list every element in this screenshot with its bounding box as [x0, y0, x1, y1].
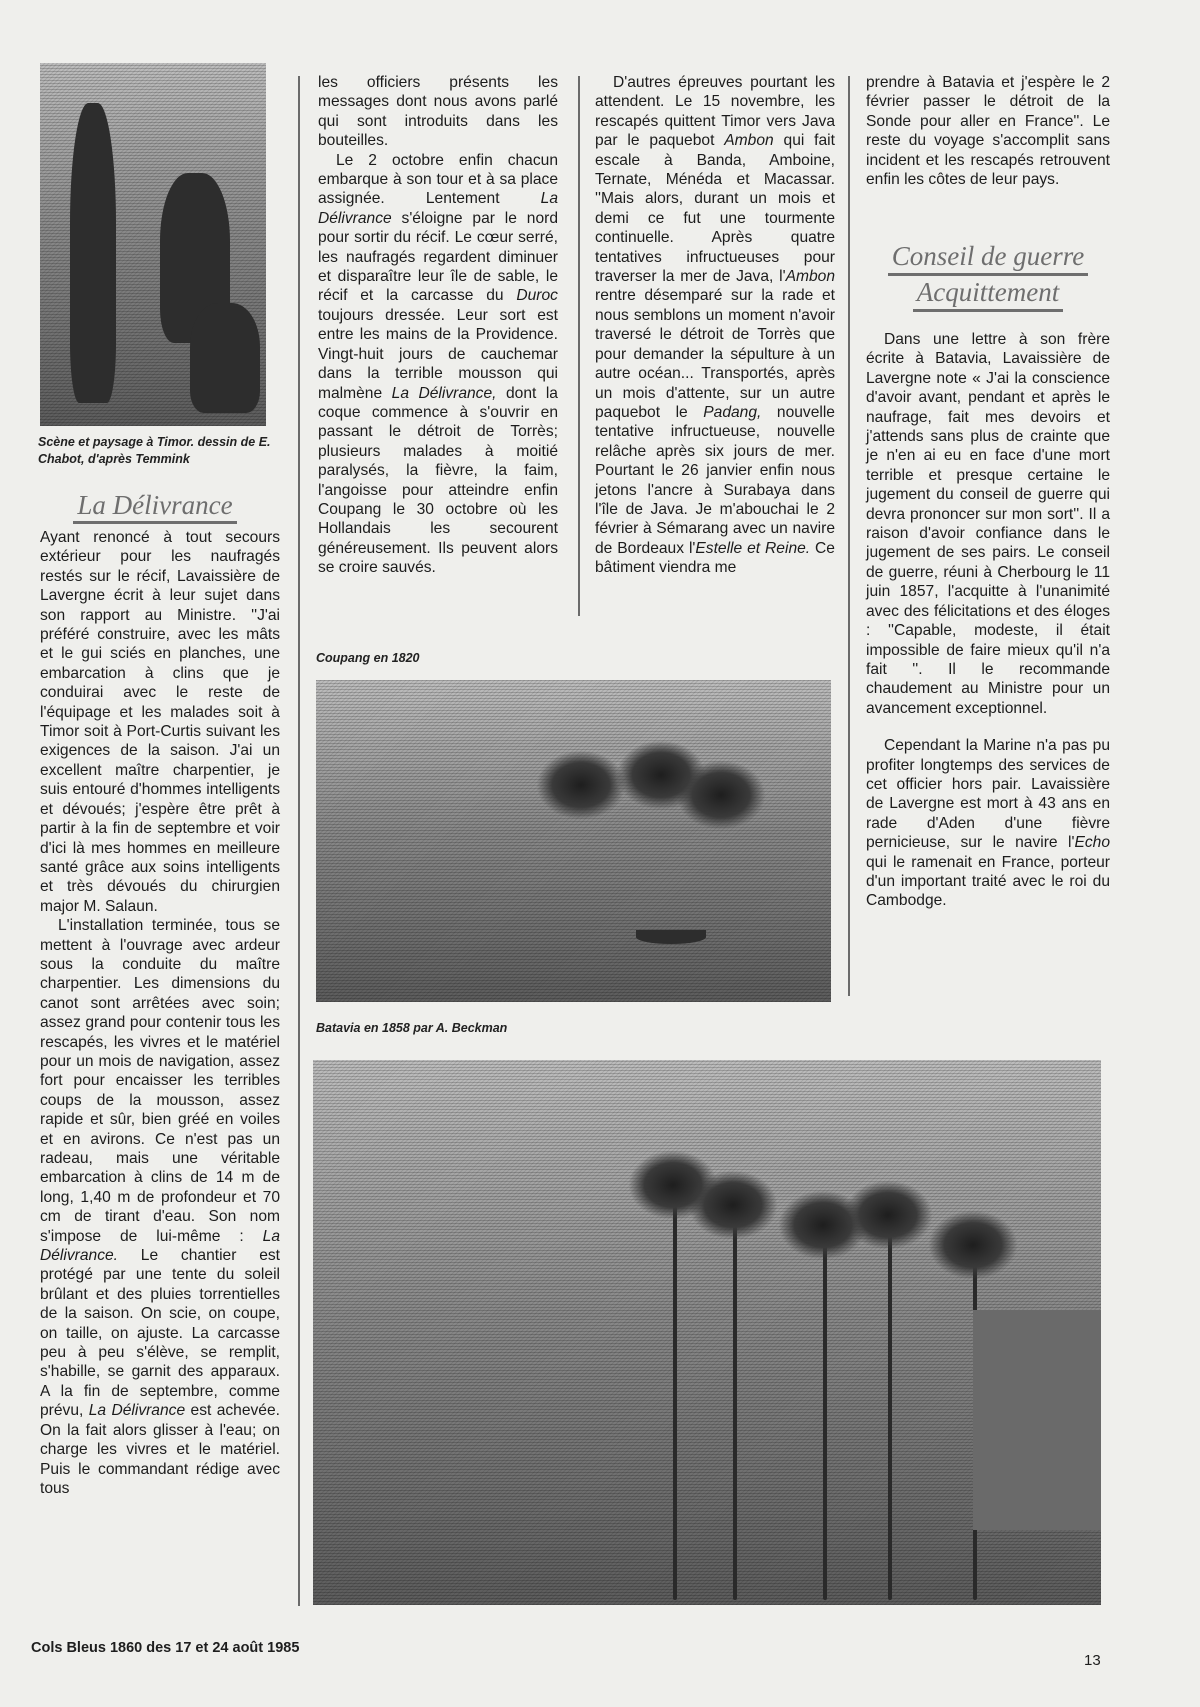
- text-run: Ce bâtiment viendra me: [595, 539, 835, 577]
- text-run: toujours dressée. Leur sort est entre les mains de la Providence. Vingt-huit jours de cauchemar dans la terrible mousson qui malmène: [318, 306, 558, 402]
- delivrance-heading: [40, 490, 270, 524]
- text-run: est achevée. On la fait alors glisser à l'eau; on charge les vivres et le matériel. Puis le commandant rédige avec tous: [40, 1402, 280, 1497]
- publication-footer: Cols Bleus 1860 des 17 et 24 août 1985: [31, 1640, 300, 1656]
- text-run: Le 2 octobre enfin chacun embarque à son tour et à sa place assignée. Lentement: [318, 151, 558, 208]
- article-column-1: [40, 528, 280, 1498]
- batavia-illustration: [313, 1060, 1101, 1605]
- ship-name: Ambon: [785, 268, 835, 286]
- standing-figure: [70, 103, 116, 403]
- text-run: qui fait escale à Banda, Amboine, Ternate, Ménéda et Macassar. ''Mais alors, durant un mois et demi ce fut une tourmente continuelle. Après quatre tentatives infructueuses pour traverser la mer de Java, l': [595, 132, 835, 286]
- palm-crown: [676, 760, 766, 830]
- text-run: dont la coque commence à s'ouvrir en passant le détroit de Torrès; plusieurs malades à moitié paralysés, la fièvre, la faim, l'angoisse pour atteindre enfin Coupang le 30 octobre où les Hollandais les secourent généreusement. Ils peuvent alors se croire sauvés.: [318, 384, 558, 577]
- text-run: Le chantier est protégé par une tente du soleil brûlant et des pluies torrentielles de la saison. On scie, on coupe, on taille, on ajuste. La carcasse peu à peu s'élève, se remplit, s'habille, se garnit des apparaux. A la fin de septembre, comme prévu,: [40, 1247, 280, 1420]
- article-column-3: [595, 73, 835, 578]
- coupang-illustration: [316, 680, 831, 1002]
- delivrance-heading-text: La Délivrance: [73, 490, 236, 524]
- text-run: nouvelle tentative infructueuse, nouvelle relâche après six jours de mer. Pourtant le 26 janvier enfin nous jetons l'ancre à Surabaya dans l'île de Java. Je m'abouchai le 2 février à Sémarang avec un navire de Bordeaux l': [595, 403, 835, 557]
- conseil-heading-line2: Acquittement: [913, 276, 1063, 312]
- paragraph: [318, 151, 558, 578]
- paragraph: les officiers présents les messages dont nous avons parlé qui sont introduits dans les bouteilles.: [318, 74, 558, 150]
- text-run: qui le ramenait en France, porteur d'un important traité avec le roi du Cambodge.: [866, 853, 1110, 910]
- ship-name: La Délivrance.: [40, 1227, 280, 1265]
- paragraph: [866, 736, 1110, 911]
- text-run: L'installation terminée, tous se mettent à l'ouvrage avec ardeur sous la conduite du maître charpentier. Les dimensions du canot sont arrêtées avec soin; assez grand pour contenir tous les rescapés, les vivres et le matériel pour un mois de navigation, assez fort pour encaisser les terribles coups de la mousson, assez rapide et sûr, bien gréé en voiles et en avirons. Ce n'est pas un radeau, mais une véritable embarcation à clins de 14 m de long, 1,40 m de profondeur et 70 cm de tirant d'eau. Son nom s'impose de lui-même :: [40, 917, 280, 1245]
- palm-crown: [536, 750, 626, 820]
- text-run: D'autres épreuves pourtant les attendent. Le 15 novembre, les rescapés quittent Timor vers Java par le paquebot: [595, 74, 835, 150]
- boat: [636, 930, 706, 944]
- text-run: Cependant la Marine n'a pas pu profiter longtemps des services de cet officier hors pair. Lavaissière de Lavergne est mort à 43 ans en rade d'Aden d'une fièvre pernicieuse, sur le navire l': [866, 737, 1110, 852]
- ship-name: Ambon: [724, 132, 774, 150]
- conseil-heading-line1: Conseil de guerre: [888, 240, 1088, 276]
- conseil-heading: [866, 240, 1110, 312]
- timor-caption: Scène et paysage à Timor. dessin de E. Chabot, d'après Temmink: [38, 435, 271, 466]
- building: [973, 1310, 1101, 1530]
- coupang-caption: Coupang en 1820: [316, 651, 420, 665]
- paragraph: [40, 916, 280, 1498]
- text-run: rentre désemparé sur la rade et nous semblons un moment n'avoir traversé le détroit de Torrès que pour demander la sépulture à un autre océan... Transportés, après un mois d'attente, sur un autre paquebot le: [595, 287, 835, 421]
- column-rule: [578, 76, 580, 616]
- ship-name: Echo: [1074, 834, 1110, 852]
- palm-crown: [928, 1210, 1018, 1280]
- ship-name: La Délivrance: [88, 1402, 186, 1420]
- palm-crown: [688, 1170, 778, 1240]
- text-run: s'éloigne par le nord pour sortir du récif. Le cœur serré, les naufragés regardent diminuer et disparaître leur île de sable, le récif et la carcasse du: [318, 209, 558, 305]
- ship-name: Padang,: [703, 403, 762, 421]
- palm-crown: [843, 1180, 933, 1250]
- timor-illustration: [40, 63, 266, 426]
- batavia-caption: Batavia en 1858 par A. Beckman: [316, 1021, 508, 1035]
- ship-name: Duroc: [516, 287, 558, 305]
- paragraph: prendre à Batavia et j'espère le 2 février passer le détroit de la Sonde pour aller en France''. Le reste du voyage s'accomplit sans incident et les rescapés retrouvent enfin les côtes de leur pays.: [866, 74, 1110, 189]
- palm-trunk: [673, 1180, 677, 1600]
- paragraph: Ayant renoncé à tout secours extérieur pour les naufragés restés sur le récif, Lavaissière de Lavergne écrit à leur sujet dans son rapport au Ministre. ''J'ai préféré construire, avec les mâts et le gui sciés en planches, une embarcation à clins que je conduirai avec le reste de l'équipage et les malades soit à Timor soit à Port-Curtis suivant les exigences de la saison. J'ai un excellent maître charpentier, je suis entouré d'hommes intelligents et dévoués; j'espère être prêt à partir à la fin de septembre et voir d'ici là mes hommes en meilleure santé grâce aux soins intelligents et très dévoués du chirurgien major M. Salaun.: [40, 529, 280, 915]
- paragraph: Dans une lettre à son frère écrite à Batavia, Lavaissière de Lavergne note « J'ai la conscience d'avoir avant, pendant et après le naufrage, fait mes devoirs et j'attends sans plus de crainte que je n'en ai eu en face d'une mort terrible et presque certaine le jugement du conseil de guerre qui devra prononcer sur mon sort''. Il a raison d'avoir confiance dans le jugement de ses pairs. Le conseil de guerre, réuni à Cherbourg le 11 juin 1857, l'acquitte à l'unanimité avec des félicitations et des éloges : ''Capable, modeste, il était impossible de faire mieux qu'il n'a fait ''. Il le recommande chaudement au Ministre pour un avancement exceptionnel.: [866, 331, 1110, 717]
- palm-trunk: [823, 1220, 827, 1600]
- palm-trunk: [733, 1200, 737, 1600]
- ship-name: Estelle et Reine.: [695, 539, 811, 557]
- crouching-figure: [190, 303, 260, 413]
- page-number: 13: [1084, 1652, 1101, 1669]
- ship-name: La Délivrance: [318, 190, 558, 227]
- palm-trunk: [888, 1210, 892, 1600]
- paragraph: [595, 73, 835, 578]
- column-rule: [298, 76, 300, 1606]
- article-column-4-continued: [866, 330, 1110, 911]
- ship-name: La Délivrance,: [391, 384, 497, 402]
- article-column-4: [866, 73, 1110, 189]
- column-rule: [848, 76, 850, 996]
- article-column-2: [318, 73, 558, 578]
